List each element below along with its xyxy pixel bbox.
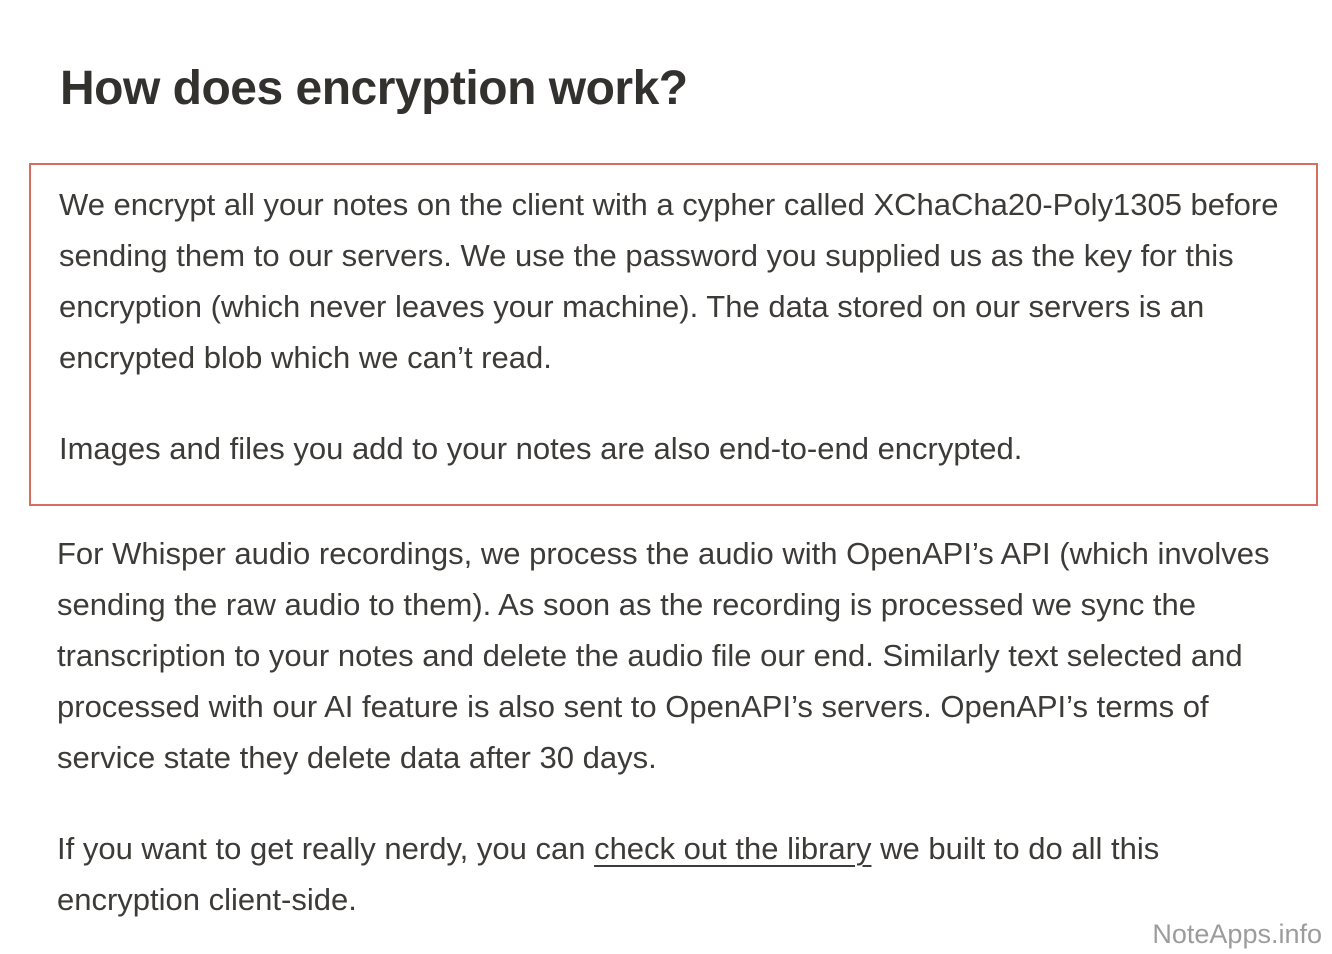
highlight-paragraph-images: Images and files you add to your notes are also end-to-end encrypted.	[59, 430, 1023, 466]
page-title: How does encryption work?	[60, 62, 688, 115]
whisper-paragraph: For Whisper audio recordings, we process the audio with OpenAPI’s API (which involves sending the raw audio to them). As soon as the recording is processed we sync the transcription to your notes and delete the audio file our end. Similarly text selected and processed with our AI feature is also sent to OpenAPI’s servers. OpenAPI’s terms of service state they delete data after 30 days.	[57, 535, 1270, 775]
nerdy-paragraph	[57, 823, 1290, 925]
highlight-paragraph-encryption: We encrypt all your notes on the client with a cypher called XChaCha20-Poly1305 before sending them to our servers. We use the password you supplied us as the key for this encryption (which never leaves your machine). The data stored on our servers is an encrypted blob which we can’t read.	[59, 186, 1279, 375]
watermark: NoteApps.info	[1152, 918, 1322, 949]
encryption-highlight-box	[29, 163, 1318, 506]
library-link[interactable]: check out the library	[594, 830, 872, 866]
nerdy-paragraph-after-link: we built to do all this encryption client-side.	[57, 830, 1160, 917]
nerdy-paragraph-before-link: If you want to get really nerdy, you can	[57, 830, 595, 866]
